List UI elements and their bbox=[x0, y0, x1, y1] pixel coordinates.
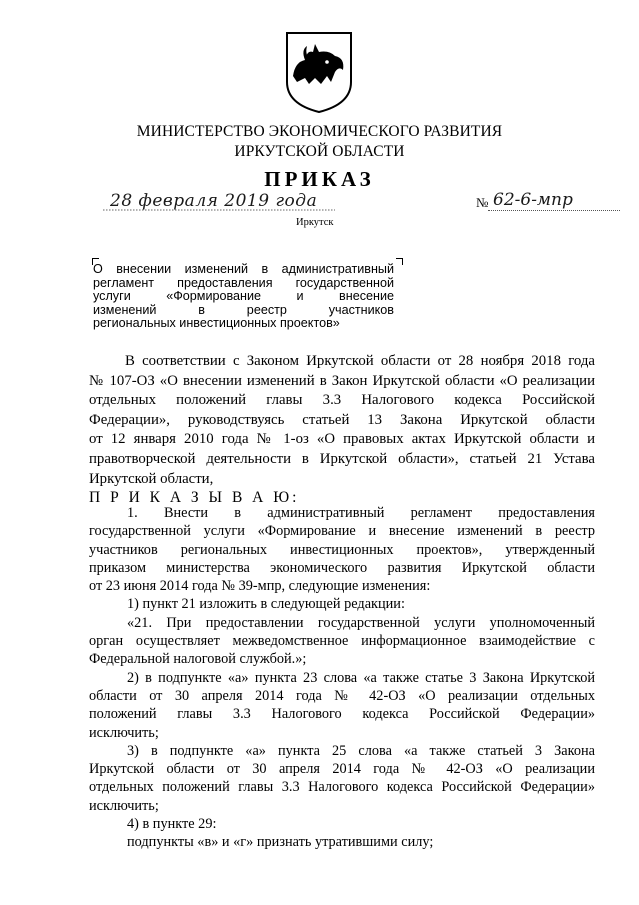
item-line: Федеральной налоговой службой.»; bbox=[89, 651, 307, 668]
preamble-line: Федерации», руководствуясь статьей 13 Закона Иркутской области bbox=[89, 411, 595, 428]
subject-line: изменений в реестр участников bbox=[93, 302, 394, 317]
preamble-line: правотворческой деятельности в Иркутской области», статьей 21 Устава bbox=[89, 450, 595, 467]
preamble-line: Иркутской области, bbox=[89, 470, 214, 487]
coat-of-arms-emblem bbox=[283, 30, 355, 114]
item-line: 1) пункт 21 изложить в следующей редакции: bbox=[127, 596, 405, 613]
handwritten-number: 62-6-мпр bbox=[493, 190, 573, 210]
item-line: области от 30 апреля 2014 года № 42-ОЗ «О реализации отдельных bbox=[89, 687, 595, 704]
subject-line: услуги «Формирование и внесение bbox=[93, 289, 394, 304]
item-line: орган осуществляет межведомственное информационное взаимодействие с bbox=[89, 633, 595, 650]
ministry-name-line2: ИРКУТСКОЙ ОБЛАСТИ bbox=[234, 143, 405, 160]
subject-line: региональных инвестиционных проектов» bbox=[93, 316, 340, 331]
item-line: 2) в подпункте «а» пункта 23 слова «а также статье 3 Закона Иркутской bbox=[127, 669, 595, 686]
subject-line: регламент предоставления государственной bbox=[93, 275, 394, 290]
item-line: Иркутской области от 30 апреля 2014 года № 42-ОЗ «О реализации bbox=[89, 761, 595, 778]
item-line: положений главы 3.3 Налогового кодекса Российской Федерации» bbox=[89, 706, 595, 723]
preamble-line: В соответствии с Законом Иркутской области от 28 ноября 2018 года bbox=[125, 353, 595, 369]
order-items bbox=[89, 504, 595, 852]
item-line: государственной услуги «Формирование и внесение изменений в реестр bbox=[89, 523, 595, 540]
item-line: участников региональных инвестиционных проектов», утвержденный bbox=[89, 541, 595, 558]
order-body bbox=[89, 352, 595, 851]
item-line: «21. При предоставлении государственной услуги уполномоченный bbox=[127, 614, 595, 631]
preamble-line: от 12 января 2010 года № 1-оз «О правовых актах Иркутской области и bbox=[89, 431, 595, 448]
preamble-line: № 107-ОЗ «О внесении изменений в Закон Иркутской области «О реализации bbox=[89, 372, 595, 389]
item-line: отдельных положений главы 3.3 Налогового кодекса Российской Федерации» bbox=[89, 779, 595, 796]
ministry-name-line1: МИНИСТЕРСТВО ЭКОНОМИЧЕСКОГО РАЗВИТИЯ bbox=[136, 123, 503, 140]
document-type-title: ПРИКАЗ bbox=[264, 167, 375, 191]
number-underline bbox=[488, 210, 620, 211]
item-line: 3) в подпункте «а» пункта 25 слова «а также статьей 3 Закона bbox=[127, 742, 595, 759]
preamble-line: отдельных положений главы 3.3 Налогового кодекса Российской bbox=[89, 392, 595, 409]
item-line: от 23 июня 2014 года № 39-мпр, следующие изменения: bbox=[89, 578, 431, 595]
item-line: подпункты «в» и «г» признать утратившими силу; bbox=[127, 834, 434, 851]
item-line: исключить; bbox=[89, 724, 159, 741]
order-subject bbox=[93, 263, 394, 331]
subject-line: О внесении изменений в административный bbox=[93, 262, 394, 276]
subject-corner-right bbox=[396, 258, 403, 265]
item-line: 1. Внести в административный регламент предоставления bbox=[127, 505, 595, 521]
item-line: 4) в пункте 29: bbox=[127, 816, 217, 833]
item-line: приказом министерства экономического развития Иркутской области bbox=[89, 559, 595, 576]
prikazyvayu-heading: П Р И К А З Ы В А Ю: bbox=[89, 489, 300, 507]
city-name: Иркутск bbox=[296, 217, 334, 228]
handwritten-date: 28 февраля 2019 года bbox=[110, 191, 318, 211]
item-line: исключить; bbox=[89, 797, 159, 814]
number-sign: № bbox=[476, 195, 489, 210]
